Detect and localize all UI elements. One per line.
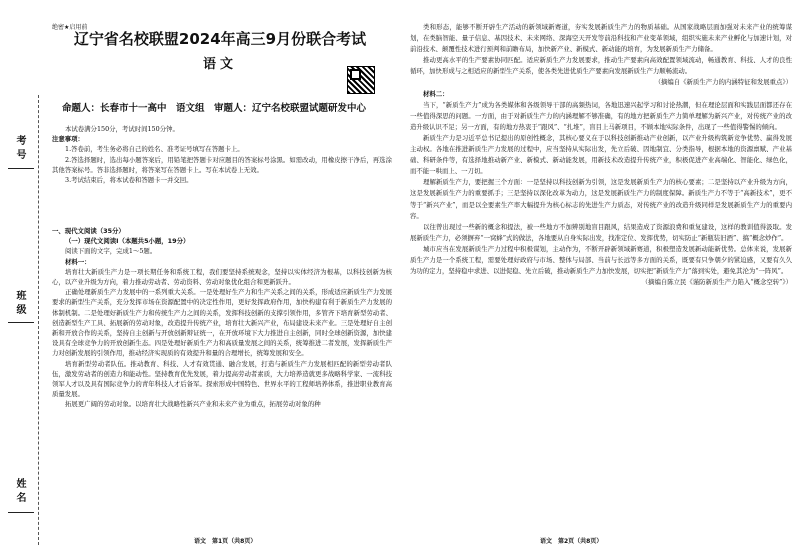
notice-title: 注意事项： — [52, 135, 84, 144]
paragraph: 以往曾出现过一些新的概念和提法，被一些地方不加辨别地盲目跟风，结果造成了资源浪费和重复建设，这样的教训值得汲取。发展新质生产力，必须摒弃“一窝蜂”式的做法，各地要从自身实际出发，找准定位、发挥优势，切实防止“新瓶装旧酒”、搞“概念炒作”。 — [410, 222, 792, 242]
label-banji: 班级 — [14, 290, 25, 318]
notice-item: 2.答选择题时，选出每小题答案后，用铅笔把答题卡对应题目的答案标号涂黑。如需改动，用橡皮擦干净后，再选涂其他答案标号。答非选择题时，将答案写在答题卡上。写在本试卷上无效。 — [52, 155, 392, 174]
paragraph: 拓展更广阔的劳动对象。以培育壮大战略性新兴产业和未来产业为重点，拓展劳动对象的种 — [65, 400, 321, 409]
notice-item: 3.考试结束后，将本试卷和答题卡一并交回。 — [65, 176, 193, 185]
secret-mark: 绝密★启用前 — [52, 24, 88, 31]
label-kaohao: 考号 — [14, 135, 25, 163]
reading-instruction: 阅读下面的文字，完成1～5题。 — [65, 247, 157, 256]
paragraph: 城市应当在发展新质生产力过程中积极谋划，主动作为，不断开辟新领域新赛道，积极塑造发展新动能新优势。总体来说，发展新质生产力是一个系统工程，需要处理好政府与市场、整体与局部、当前与长远等多方面的关系，既要有只争朝夕的紧迫感，又要有久久为功的定力，坚持稳中求进、以进促稳、先立后破，推动新质生产力加快发展，切实把“新质生产力”落到实处，避免其沦为“一阵风”。 — [410, 244, 792, 276]
section-one — [52, 226, 392, 410]
score-line: 本试卷满分150分，考试时间150分钟。 — [65, 125, 179, 133]
paragraph: 当下，“新质生产力”成为各类媒体和各级领导干部的高频热词，各地迅速兴起学习和讨论热潮，但在理论层面和实践层面都还存在一些值得深思的问题。一方面，由于对新质生产力的内涵理解不够准确，有的地方把新质生产力简单理解为新兴产业，对传统产业的改造升级认识不足；另一方面，有的地方热衷于“跟风”、“扎堆”，盲目上马新项目，不顾本地实际条件，出现了一些值得警惕的倾向。 — [410, 100, 792, 131]
paragraph: 培育新型劳动者队伍。推动教育、科技、人才有效贯通、融合发展，打造与新质生产力发展相匹配的新型劳动者队伍，激发劳动者的创造力和能动性。坚持教育优先发展，着力提高劳动者素质，大力培养造就更多战略科学家、一流科技领军人才以及具有国际竞争力的青年科技人才后备军。探索形成中国特色、世界水平的工程师培养体系，推进职业教育高质量发展。 — [52, 359, 392, 399]
subject-title: 语文 — [202, 57, 237, 72]
material-label: 材料一： — [65, 257, 91, 266]
kaohao-blank[interactable] — [8, 168, 34, 169]
exam-title: 辽宁省名校联盟2024年高三9月份联合考试 — [73, 30, 367, 48]
label-xingming: 姓名 — [14, 478, 25, 506]
banji-blank[interactable] — [8, 322, 34, 323]
qr-code-icon — [347, 66, 375, 94]
right-body — [410, 22, 792, 288]
paragraph: 新质生产力是习近平总书记提出的原创性概念，其核心要义在于以科技创新推动产业创新，以产业升级构筑新竞争优势、赢得发展主动权。各地在推进新质生产力发展的过程中，应当坚持从实际出发，先立后破、因地制宜、分类指导，根据本地的资源禀赋、产业基础、科研条件等，有选择地推动新产业、新模式、新动能发展，用新技术改造提升传统产业，积极促进产业高端化、智能化、绿色化，而不能一哄而上、一刀切。 — [410, 133, 792, 176]
xingming-blank[interactable] — [8, 512, 34, 513]
instructions — [52, 124, 392, 185]
fold-line — [38, 95, 39, 545]
author-line: 命题人：长春市十一高中 语文组 审题人：辽宁名校联盟试题研发中心 — [62, 103, 367, 114]
paragraph: 理解新质生产力，要把握三个方面：一是坚持以科技创新为引领，这是发展新质生产力的核心要素；二是坚持以产业升级为方向，这是发展新质生产力的重要抓手；三是坚持以深化改革为动力，这是发展新质生产力的制度保障。新质生产力不等于“高新技术”，更不等于“新兴产业”，而是以全要素生产率大幅提升为核心标志的先进生产力质态，对传统产业的改造升级同样是发展新质生产力的重要内容。 — [410, 178, 792, 220]
section-title: 一、现代文阅读（35分） — [52, 227, 125, 235]
paragraph: 培育壮大新质生产力是一项长期任务和系统工程，我们要坚持系统观念，坚持以实体经济为根基，以科技创新为核心，以产业升级为方向，着力推动劳动者、劳动资料、劳动对象优化组合和更新跃升。 — [52, 267, 392, 287]
page-footer-left: 语文 第1页（共8页） — [194, 538, 257, 545]
notice-item: 1.答卷前，考生务必将自己的姓名、准考证号填写在答题卡上。 — [65, 145, 244, 154]
paragraph: 推动更高水平的生产要素协同匹配。适应新质生产力发展要求，推动生产要素向高效配置领域流动，畅通教育、科技、人才的良性循环，加快形成与之相适应的新型生产关系，使各类先进优质生产要素向发展新质生产力顺畅流动。 — [410, 56, 792, 76]
paragraph: 正确处理新质生产力发展中的一系列重大关系。一是处理好生产力和生产关系之间的关系，形成适应新质生产力发展要求的新型生产关系，充分发挥市场在资源配置中的决定性作用，更好发挥政府作用，加快构建有利于新质生产力发展的体制机制。二是处理好新质生产力和传统生产力之间的关系，发挥科技创新的支撑引领作用，多管齐下培育新型劳动者、创造新型生产工具、拓展新的劳动对象，改造提升传统产业，培育壮大新兴产业，布局建设未来产业。三是处理好自主创新和开放合作的关系，坚持自主创新与开放创新辩证统一，在开放环境下大力推进自主创新，同时全球创新资源，加快建设具有全球竞争力的开放创新生态。四是处理好新质生产力和高质量发展之间的关系，统筹推进二者发展，发挥新质生产力对创新发展的引领作用，推动经济实现质的有效提升和量的合理增长，统筹发展和安全。 — [52, 288, 392, 358]
subsection-title: （一）现代文阅读Ⅰ（本题共5小题，19分） — [65, 237, 190, 246]
binding-gutter — [0, 0, 46, 551]
paragraph: 类和形态，能够不断开辟生产活动的新领域新赛道，夯实发展新质生产力的物质基础。从国家战略层面加强对未来产业的统筹谋划，在类脑智能、量子信息、基因技术、未来网络、深海空天开发等前沿科技和产业变革领域，组织实施未来产业孵化与加速计划，对前沿技术、颠覆性技术进行预判和前瞻布局，加快新产业、新模式、新动能的培育，为发展新质生产力储备。 — [410, 23, 792, 54]
source-note: （摘编自《新质生产力的内涵特征和发展重点》） — [654, 78, 792, 87]
material-label: 材料二： — [423, 89, 449, 98]
source-note: （摘编自陈立民《谨防新质生产力陷入“概念空转”》） — [641, 278, 792, 287]
page-footer-right: 语文 第2页（共8页） — [540, 538, 603, 545]
